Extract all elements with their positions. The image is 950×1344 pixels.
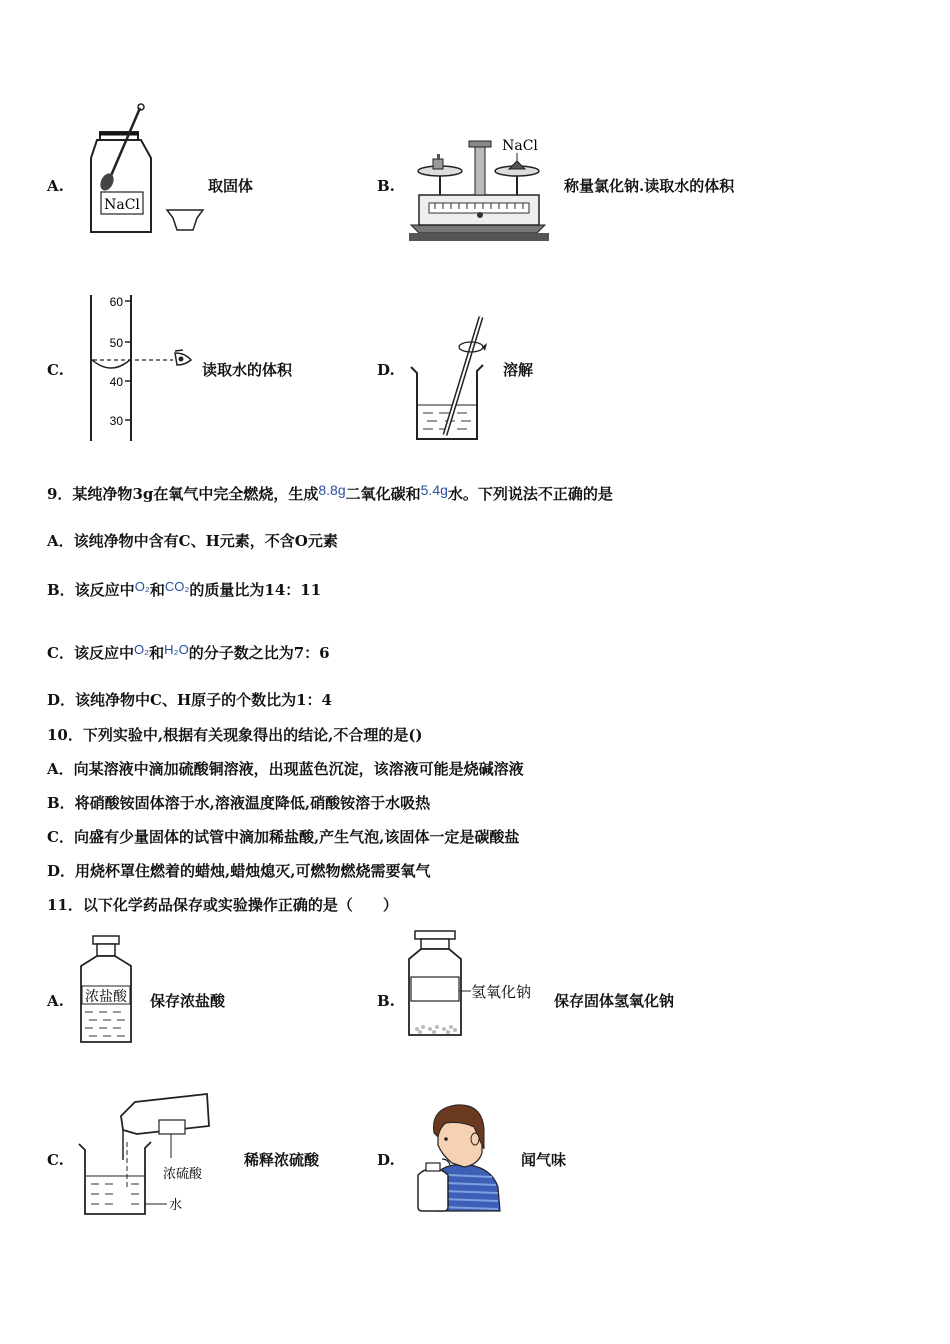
q8-option-a-letter: A. [47, 177, 64, 195]
naoh-bottle-figure [403, 929, 548, 1041]
q8-option-b-letter: B. [377, 177, 395, 195]
q9-option-a: A．该纯净物中含有C、H元素，不含O元素 [47, 532, 338, 550]
q9-stem-pre: 9．某纯净物3g在氧气中完全燃烧，生成 [47, 485, 319, 503]
q9-option-d: D．该纯净物中C、H原子的个数比为1：4 [47, 691, 332, 709]
nacl-jar-spoon-figure [85, 100, 210, 240]
q9-option-c-pre: C．该反应中 [47, 644, 134, 662]
q11-option-b-caption: 保存固体氢氧化钠 [554, 992, 675, 1010]
formula-o2: O₂ [134, 579, 150, 594]
q8-option-c-letter: C. [47, 361, 64, 379]
q8-option-b-caption: 称量氯化钠.读取水的体积 [564, 177, 735, 195]
q8-option-d-caption: 溶解 [503, 361, 534, 379]
cylinder-tick: 50 [109, 336, 123, 350]
cylinder-tick: 40 [109, 375, 123, 389]
bottle-label: 浓盐酸 [85, 989, 127, 1005]
q10-stem: 10．下列实验中,根据有关现象得出的结论,不合理的是() [47, 726, 423, 744]
cylinder-tick: 60 [109, 295, 123, 309]
graduated-cylinder-figure [85, 293, 195, 443]
water-label: 水 [169, 1198, 183, 1213]
formula-co2: CO₂ [164, 579, 190, 594]
q10-option-c: C．向盛有少量固体的试管中滴加稀盐酸,产生气泡,该固体一定是碳酸盐 [47, 828, 520, 846]
jar-label: NaCl [104, 197, 140, 213]
q8-option-c-caption: 读取水的体积 [202, 361, 293, 379]
hcl-bottle-figure [75, 934, 137, 1046]
q11-option-c-letter: C. [47, 1151, 64, 1169]
smelling-gas-figure [412, 1103, 504, 1213]
acid-label: 浓硫酸 [163, 1167, 203, 1182]
q10-option-a: A．向某溶液中滴加硫酸铜溶液，出现蓝色沉淀，该溶液可能是烧碱溶液 [47, 760, 524, 778]
q11-option-b-letter: B. [377, 992, 395, 1010]
q10-option-d: D．用烧杯罩住燃着的蜡烛,蜡烛熄灭,可燃物燃烧需要氧气 [47, 862, 431, 880]
q9-option-c [47, 641, 330, 662]
q11-stem: 11．以下化学药品保存或实验操作正确的是（ ） [47, 896, 398, 914]
formula-o2: O₂ [133, 642, 150, 657]
dilute-acid-figure [77, 1090, 217, 1220]
q9-option-c-and: 和 [149, 644, 165, 662]
q9-mass-co2: 8.8g [318, 482, 346, 498]
q11-option-c-caption: 稀释浓硫酸 [244, 1151, 320, 1169]
q9-option-b-and: 和 [149, 581, 165, 599]
cylinder-tick: 30 [109, 414, 123, 428]
q9-option-b-post: 的质量比为14：11 [189, 581, 322, 599]
q11-option-d-letter: D. [377, 1151, 395, 1169]
q8-option-d-letter: D. [377, 361, 395, 379]
q10-option-b: B．将硝酸铵固体溶于水,溶液温度降低,硝酸铵溶于水吸热 [47, 794, 431, 812]
q8-option-a-caption: 取固体 [208, 177, 254, 195]
q11-option-a-caption: 保存浓盐酸 [150, 992, 226, 1010]
q11-option-d-caption: 闻气味 [521, 1151, 567, 1169]
bottle-label: 氢氧化钠 [471, 983, 532, 1001]
q9-option-b-pre: B．该反应中 [47, 581, 135, 599]
balance-scale-figure [405, 133, 555, 243]
q9-stem-mid: 二氧化碳和 [345, 485, 421, 503]
q9-option-c-post: 的分子数之比为7：6 [188, 644, 330, 662]
q11-option-a-letter: A. [47, 992, 64, 1010]
beaker-stirring-figure [405, 313, 500, 445]
formula-h2o: H₂O [164, 642, 189, 657]
q9-stem-post: 水。下列说法不正确的是 [447, 485, 613, 503]
pan-label: NaCl [502, 138, 538, 154]
q9-option-b [47, 578, 321, 599]
q9-mass-h2o: 5.4g [420, 482, 448, 498]
q9-stem [47, 481, 613, 503]
